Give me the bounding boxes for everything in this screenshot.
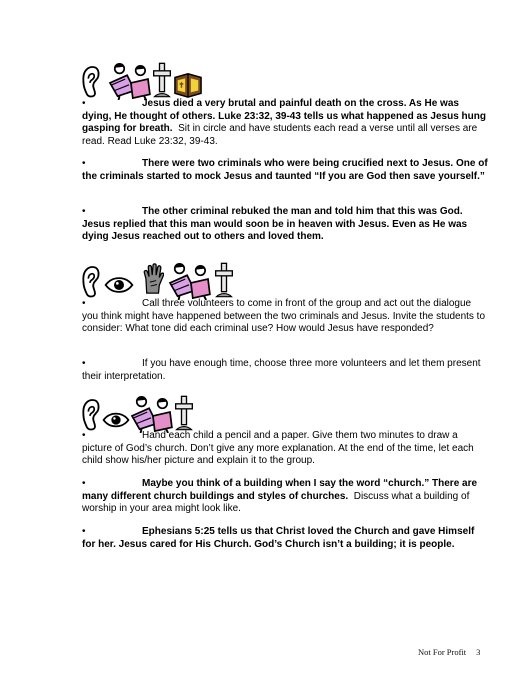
- eye-icon: [104, 274, 134, 296]
- students-icon: [106, 62, 152, 100]
- paragraph-3-2: [82, 478, 488, 516]
- ear-icon: [80, 64, 100, 100]
- section-1-icon-row: [80, 60, 210, 100]
- bold-text: There were two criminals who were being crucified next to Jesus. One of the criminals started to mock Jesus and taunted “If you are God then save yourself.”: [82, 158, 488, 182]
- paragraph-3-3: [82, 526, 488, 551]
- bold-text: Ephesians 5:25 tells us that Christ loved the Church and gave Himself for her. Jesus cared for His Church. God’s Church isn’t a building; it is people.: [82, 526, 475, 550]
- paragraph-3-1: [82, 430, 488, 468]
- bullet: •: [82, 430, 86, 441]
- cross-icon: [152, 60, 172, 100]
- bullet: •: [82, 158, 86, 169]
- bullet: •: [82, 358, 86, 369]
- paragraph-2-1: [82, 298, 488, 336]
- footer-label: Not For Profit: [418, 647, 467, 657]
- page-footer: [418, 647, 480, 657]
- bold-text: Maybe you think of a building when I say the word “church.” There are many different church buildings and styles of churches.: [82, 478, 478, 502]
- page-number: 3: [476, 647, 481, 657]
- bullet: •: [82, 478, 86, 489]
- paragraph-2-2: [82, 358, 488, 383]
- body-text: Call three volunteers to come in front of the group and act out the dialogue you think might have happened between the two criminals and Jesus. Invite the students to consider: What tone did each criminal use? How would Jesus have responded?: [82, 298, 486, 335]
- ear-icon: [80, 264, 100, 300]
- students-icon: [128, 395, 174, 433]
- bold-text: Jesus died a very brutal and painful death on the cross. As He was dying, He thought of others. Luke 23:32, 39-43 tells us what happened as Jesus hung gasping for breath.: [82, 98, 486, 135]
- bullet: •: [82, 206, 86, 217]
- ear-icon: [80, 397, 100, 433]
- section-2-icon-row: [80, 260, 240, 300]
- cross-icon: [174, 393, 194, 433]
- paragraph-1-2: [82, 158, 488, 183]
- eye-icon: [102, 409, 130, 431]
- bullet: •: [82, 298, 86, 309]
- bullet: •: [82, 98, 86, 109]
- body-text: Discuss what a building of worship in your area might look like.: [82, 490, 470, 515]
- paragraph-1-1: [82, 98, 488, 148]
- section-3-icon-row: [80, 393, 210, 433]
- students-icon: [166, 262, 212, 300]
- body-text: If you have enough time, choose three more volunteers and let them present their interpretation.: [82, 358, 481, 382]
- body-text: Hand each child a pencil and a paper. Give them two minutes to draw a picture of God’s church. Don’t give any more explanation. At the end of the time, let each child show his/her picture and explain it to the group.: [82, 430, 474, 467]
- paragraph-1-3: [82, 206, 488, 244]
- bible-icon: [172, 70, 204, 98]
- hand-icon: [142, 262, 164, 296]
- cross-icon: [214, 260, 234, 300]
- bullet: •: [82, 526, 86, 537]
- bold-text: The other criminal rebuked the man and told him that this was God. Jesus replied that this man would soon be in heaven with Jesus. Even as He was dying Jesus reached out to others and loved them.: [82, 206, 468, 243]
- body-text: Sit in circle and have students each read a verse until all verses are read. Read Luke 23:32, 39-43.: [82, 123, 478, 147]
